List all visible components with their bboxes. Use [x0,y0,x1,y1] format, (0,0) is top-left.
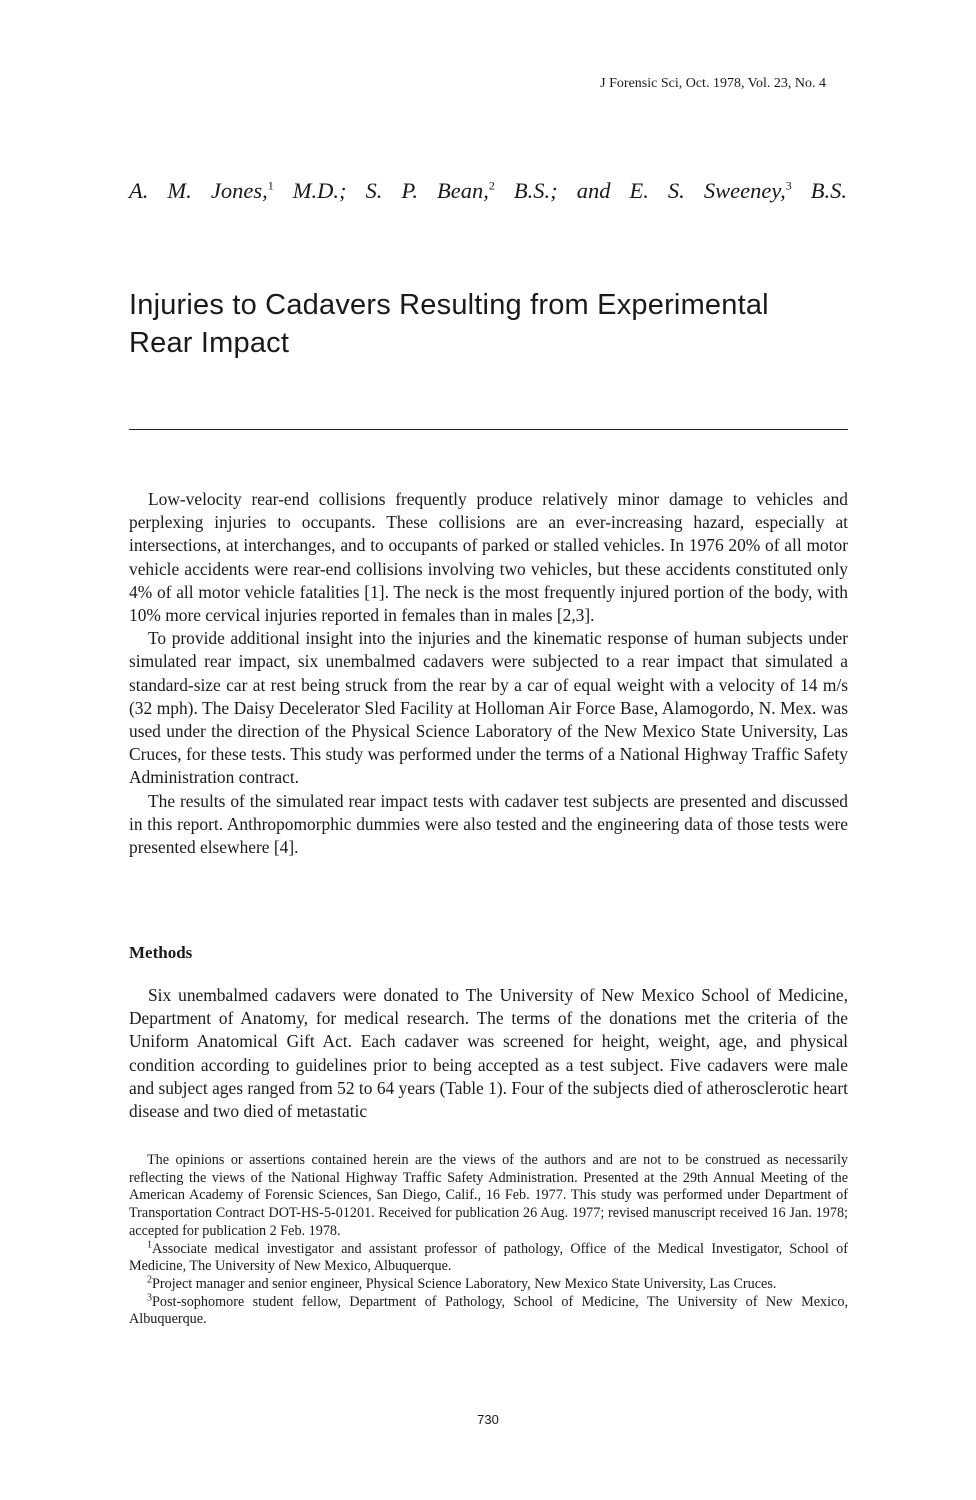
footnote-2-text: Project manager and senior engineer, Physical Science Laboratory, New Mexico State University, Las Cruces. [152,1275,777,1292]
page-number: 730 [477,1412,499,1427]
title-line-2: Rear Impact [129,327,290,359]
author-1: A. M. Jones, [129,178,268,203]
methods-paragraph-1: Six unembalmed cadavers were donated to The University of New Mexico School of Medicine, Department of Anatomy, for medical research. The terms of the donations met the criteria of the Uniform Anatomical Gift Act. Each cadaver was screened for height, weight, age, and physical condition according to guidelines prior to being accepted as a test subject. Five cadavers were male and subject ages ranged from 52 to 64 years (Table 1). Four of the subjects died of atherosclerotic heart disease and two died of metastatic [129,985,848,1122]
title-divider [129,429,848,430]
author-1-degree: M.D.; [273,178,366,203]
introduction-section [129,488,848,859]
author-2-footnote-mark: 2 [488,178,495,193]
footnote-1-mark: 1 [147,1238,152,1250]
footnote-1 [129,1238,848,1276]
author-3-degree: B.S. [791,178,847,203]
title-line-1: Injuries to Cadavers Resulting from Experimental [129,289,769,321]
footnote-3 [129,1291,848,1329]
intro-paragraph-1: Low-velocity rear-end collisions frequently produce relatively minor damage to vehicles and perplexing injuries to occupants. These collisions are an ever-increasing hazard, especially at intersections, at interchanges, and to occupants of parked or stalled vehicles. In 1976 20% of all motor vehicle accidents were rear-end collisions involving two vehicles, but these accidents constituted only 4% of all motor vehicle fatalities [1]. The neck is the most frequently injured portion of the body, with 10% more cervical injuries reported in females than in males [2,3]. [129,489,848,626]
author-2-degree: B.S.; [494,178,577,203]
footnote-2 [129,1276,848,1294]
footnotes [129,1152,848,1329]
methods-heading: Methods [129,943,193,962]
footnote-2-mark: 2 [147,1274,152,1286]
intro-paragraph-2: To provide additional insight into the injuries and the kinematic response of human subjects under simulated rear impact, six unembalmed cadavers were subjected to a rear impact that simulated a standard-size car at rest being struck from the rear by a car of equal weight with a velocity of 14 m/s (32 mph). The Daisy Decelerator Sled Facility at Holloman Air Force Base, Alamogordo, N. Mex. was used under the direction of the Physical Science Laboratory of the New Mexico State University, Las Cruces, for these tests. This study was performed under the terms of a National Highway Traffic Safety Administration contract. [129,628,848,788]
author-2: S. P. Bean, [365,178,489,203]
journal-citation: J Forensic Sci, Oct. 1978, Vol. 23, No. 4 [600,76,826,91]
footnote-general: The opinions or assertions contained herein are the views of the authors and are not to be construed as necessarily reflecting the views of the National Highway Traffic Safety Administration. Presented at the 29th Annual Meeting of the American Academy of Forensic Sciences, San Diego, Calif., 16 Feb. 1977. This study was performed under Department of Transportation Contract DOT-HS-5-01201. Received for publication 26 Aug. 1977; revised manuscript received 16 Jan. 1978; accepted for publication 2 Feb. 1978. [129,1152,848,1239]
intro-paragraph-3: The results of the simulated rear impact tests with cadaver test subjects are presented and discussed in this report. Anthropomorphic dummies were also tested and the engineering data of those tests were presented elsewhere [4]. [129,790,848,858]
paper-title [129,286,849,362]
author-line [129,178,847,204]
footnote-3-text: Post-sophomore student fellow, Department of Pathology, School of Medicine, The University of New Mexico, Albuquerque. [129,1293,848,1328]
author-1-footnote-mark: 1 [267,178,274,193]
author-3: and E. S. Sweeney, [576,178,786,203]
footnote-1-text: Associate medical investigator and assistant professor of pathology, Office of the Medical Investigator, School of Medicine, The University of New Mexico, Albuquerque. [129,1240,848,1275]
author-3-footnote-mark: 3 [785,178,792,193]
footnote-3-mark: 3 [147,1291,152,1303]
methods-section [129,984,848,1123]
